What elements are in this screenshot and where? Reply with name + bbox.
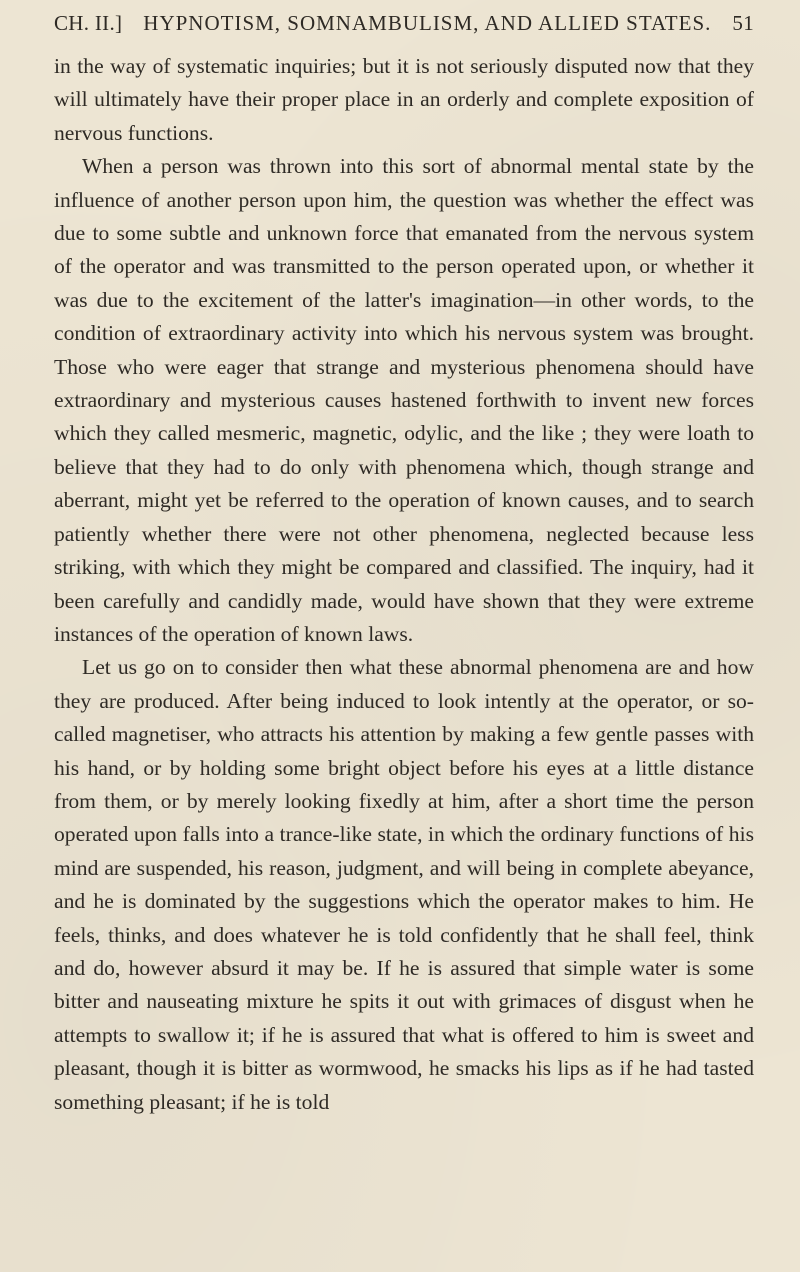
paragraph: Let us go on to consider then what these abnormal phenomena are and how they are produced. After being induced to look intently at the operator, or so-called magnetiser, who attracts his attention by making a few gentle passes with his hand, or by holding some bright object before his eyes at a little distance from them, or by merely looking fixedly at him, after a short time the person operated upon falls into a trance-like state, in which the ordinary functions of his mind are suspended, his reason, judgment, and will being in complete abeyance, and he is dominated by the suggestions which the operator makes to him. He feels, thinks, and does whatever he is told confidently that he shall feel, think and do, however absurd it may be. If he is assured that simple water is some bitter and nauseating mixture he spits it out with grimaces of disgust when he attempts to swallow it; if he is assured that what is offered to him is sweet and pleasant, though it is bitter as wormwood, he smacks his lips as if he had tasted something pleasant; if he is told <box>54 655 754 1114</box>
running-head <box>54 6 754 40</box>
paragraph-continued: in the way of systematic inquiries; but it is not seriously disputed now that they will ultimately have their proper place in an orderly and complete exposition of nervous functions. <box>54 54 754 145</box>
paragraph: When a person was thrown into this sort of abnormal mental state by the influence of another person upon him, the question was whether the effect was due to some subtle and unknown force that emanated from the nervous system of the operator and was transmitted to the person operated upon, or whether it was due to the excitement of the latter's imagination—in other words, to the condition of extraordinary activity into which his nervous system was brought. Those who were eager that strange and mysterious phenomena should have extraordinary and mysterious causes hastened forthwith to invent new forces which they called mesmeric, magnetic, odylic, and the like ; they were loath to believe that they had to do only with phenomena which, though strange and aberrant, might yet be referred to the operation of known causes, and to search patiently whether there were not other phenomena, neglected because less striking, with which they might be compared and classified. The inquiry, had it been carefully and candidly made, would have shown that they were extreme instances of the operation of known laws. <box>54 154 754 646</box>
chapter-marker: CH. II.] <box>54 11 123 35</box>
body-text <box>54 50 754 1119</box>
running-title: HYPNOTISM, SOMNAMBULISM, AND ALLIED STATES. <box>143 11 712 35</box>
page-number: 51 <box>732 11 754 35</box>
